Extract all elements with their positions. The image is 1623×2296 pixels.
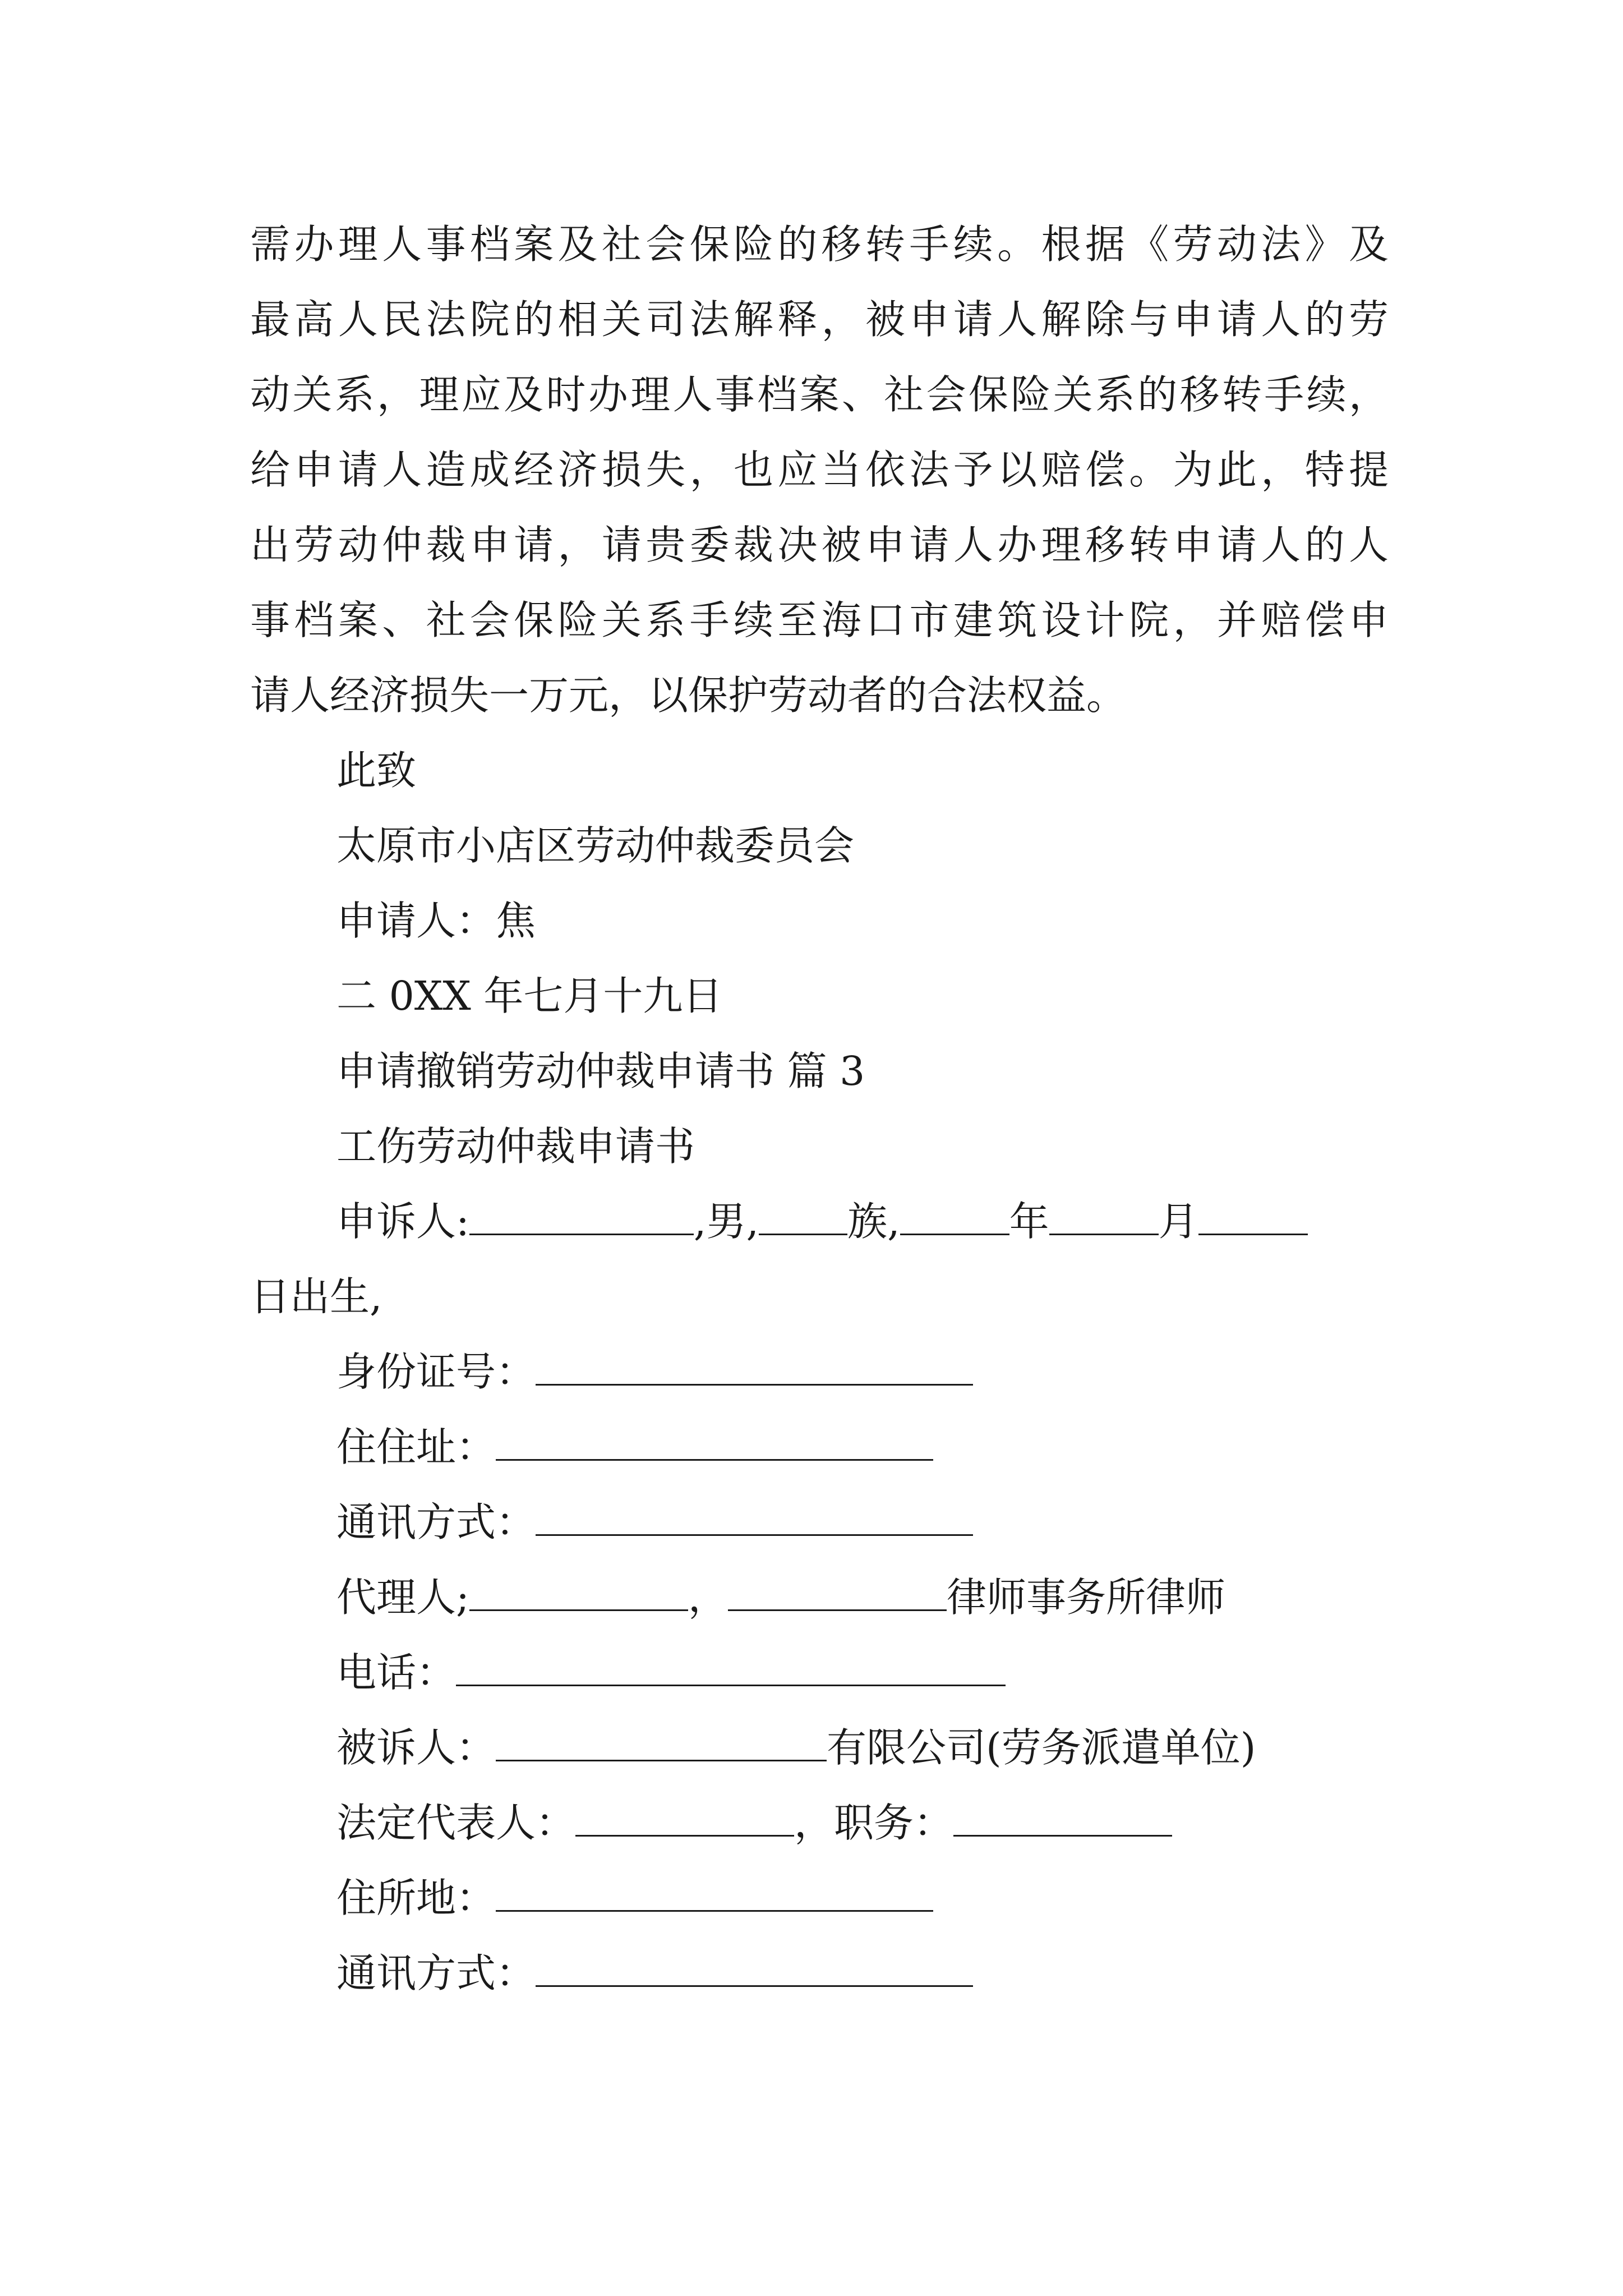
applicant-signature: 申请人：焦 bbox=[336, 898, 536, 944]
respondent-contact-row bbox=[336, 1945, 973, 2001]
birth-day-blank[interactable] bbox=[1198, 1201, 1308, 1235]
paragraph-line: 动关系，理应及时办理人事档案、社会保险关系的移转手续， bbox=[250, 371, 1389, 418]
position-label: ，职务： bbox=[794, 1800, 954, 1846]
law-firm-blank[interactable] bbox=[728, 1577, 947, 1611]
phone-row bbox=[336, 1645, 1006, 1701]
complainant-name-blank[interactable] bbox=[469, 1201, 694, 1235]
respondent-row bbox=[336, 1720, 1256, 1776]
complainant-row bbox=[336, 1194, 1308, 1250]
agent-label: 代理人; bbox=[336, 1574, 469, 1621]
address-row bbox=[336, 1419, 933, 1475]
paragraph-line: 给申请人造成经济损失，也应当依法予以赔偿。为此，特提 bbox=[250, 447, 1389, 493]
residence-label: 住所地： bbox=[336, 1875, 496, 1921]
address-label: 住住址： bbox=[336, 1424, 496, 1470]
date: 二 0XX 年七月十九日 bbox=[336, 973, 723, 1019]
id-row bbox=[336, 1344, 973, 1400]
agent-separator: ， bbox=[688, 1574, 728, 1621]
id-label: 身份证号： bbox=[336, 1349, 536, 1395]
respondent-contact-blank[interactable] bbox=[536, 1953, 973, 1987]
legal-representative-row bbox=[336, 1795, 1172, 1851]
salutation: 此致 bbox=[336, 747, 417, 794]
respondent-suffix: 有限公司(劳务派遣单位) bbox=[827, 1724, 1256, 1771]
respondent-contact-label: 通讯方式： bbox=[336, 1950, 536, 1996]
contact-blank[interactable] bbox=[536, 1502, 973, 1536]
legal-rep-label: 法定代表人： bbox=[336, 1800, 576, 1846]
position-blank[interactable] bbox=[953, 1802, 1172, 1837]
month-label: 月 bbox=[1158, 1198, 1198, 1245]
agent-row bbox=[336, 1570, 1225, 1626]
ethnicity-label: 族, bbox=[847, 1198, 900, 1245]
paragraph-line: 事档案、社会保险关系手续至海口市建筑设计院，并赔偿申 bbox=[250, 597, 1389, 643]
paragraph-line: 最高人民法院的相关司法解释，被申请人解除与申请人的劳 bbox=[250, 296, 1389, 343]
section-subheading: 工伤劳动仲裁申请书 bbox=[336, 1123, 695, 1170]
recipient: 太原市小店区劳动仲裁委员会 bbox=[336, 822, 855, 869]
contact-label: 通讯方式： bbox=[336, 1499, 536, 1545]
birth-suffix: 日出生, bbox=[250, 1273, 382, 1320]
year-label: 年 bbox=[1009, 1198, 1049, 1245]
legal-rep-blank[interactable] bbox=[575, 1802, 794, 1837]
paragraph-line: 请人经济损失一万元，以保护劳动者的合法权益。 bbox=[250, 672, 1127, 719]
ethnicity-blank[interactable] bbox=[759, 1201, 847, 1235]
respondent-label: 被诉人： bbox=[336, 1724, 496, 1771]
law-firm-suffix: 律师事务所律师 bbox=[946, 1574, 1225, 1621]
residence-row bbox=[336, 1870, 933, 1926]
residence-blank[interactable] bbox=[496, 1878, 933, 1912]
address-blank[interactable] bbox=[496, 1427, 933, 1461]
section-heading: 申请撤销劳动仲裁申请书 篇 3 bbox=[336, 1048, 865, 1094]
paragraph-line: 出劳动仲裁申请，请贵委裁决被申请人办理移转申请人的人 bbox=[250, 522, 1389, 568]
complainant-gender: ,男, bbox=[693, 1198, 759, 1245]
complainant-label: 申诉人: bbox=[336, 1198, 469, 1245]
contact-row bbox=[336, 1494, 973, 1550]
phone-blank[interactable] bbox=[456, 1652, 1006, 1686]
paragraph-line: 需办理人事档案及社会保险的移转手续。根据《劳动法》及 bbox=[250, 221, 1389, 268]
id-number-blank[interactable] bbox=[536, 1351, 973, 1386]
respondent-company-blank[interactable] bbox=[496, 1727, 827, 1761]
birth-month-blank[interactable] bbox=[1049, 1201, 1159, 1235]
birth-year-blank[interactable] bbox=[900, 1201, 1009, 1235]
phone-label: 电话： bbox=[336, 1649, 457, 1696]
agent-name-blank[interactable] bbox=[469, 1577, 688, 1611]
